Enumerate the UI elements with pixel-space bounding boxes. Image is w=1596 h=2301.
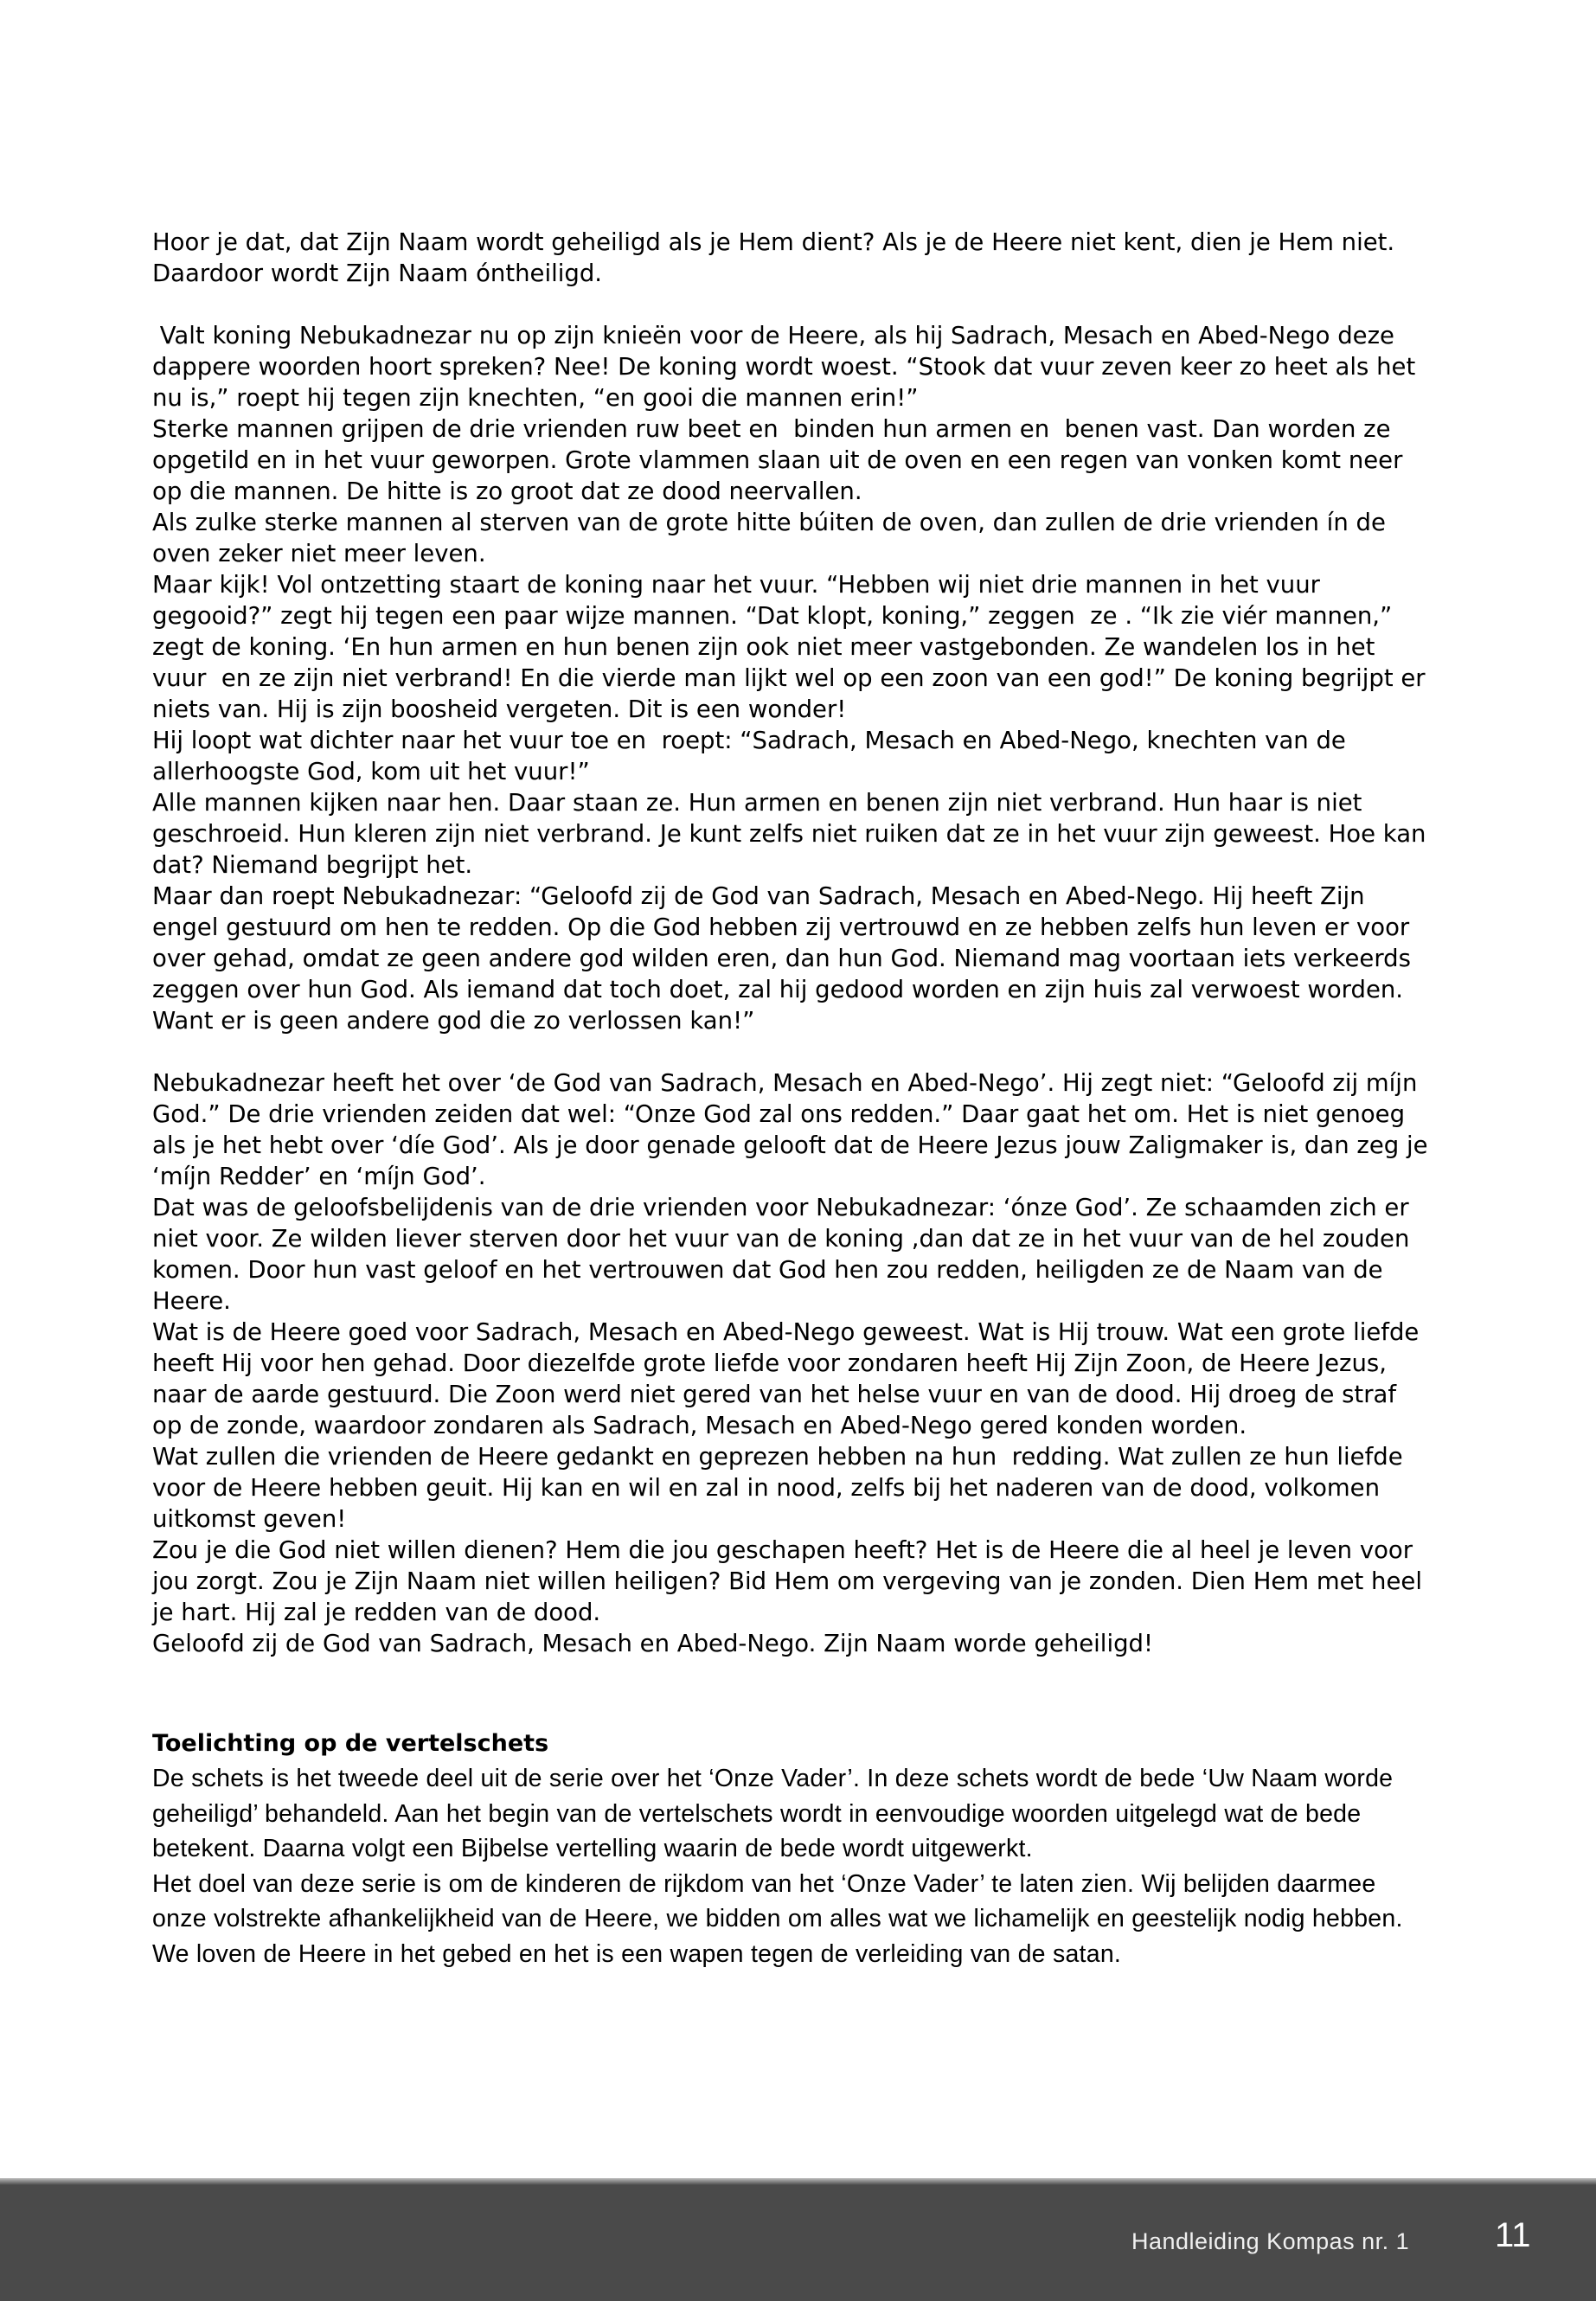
paragraph: Nebukadnezar heeft het over ‘de God van Sadrach, Mesach en Abed-Nego’. Hij zegt niet: “Geloofd zij míjn God.” De drie vrienden zeiden dat wel: “Onze God zal ons redden.” Daar gaat het om. Het is niet genoeg als je het hebt over ‘díe God’. Als je door genade gelooft dat de Heere Jezus jouw Zaligmaker is, dan zeg je ‘míjn Redder’ en ‘míjn God’. <box>152 1069 1436 1190</box>
page-number: 11 <box>1495 2216 1531 2254</box>
paragraph: Het doel van deze serie is om de kinderen de rijkdom van het ‘Onze Vader’ te laten zien. Wij belijden daarmee onze volstrekte afhankelijkheid van de Heere, we bidden om alles wat we lichamelijk en geestelijk nodig hebben. We loven de Heere in het gebed en het is een wapen tegen de verleiding van de satan. <box>152 1869 1403 1968</box>
paragraph: Zou je die God niet willen dienen? Hem die jou geschapen heeft? Het is de Heere die al heel je leven voor jou zorgt. Zou je Zijn Naam niet willen heiligen? Bid Hem om vergeving van je zonden. Dien Hem met heel je hart. Hij zal je redden van de dood. <box>152 1536 1430 1626</box>
footer-title: Handleiding Kompas nr. 1 <box>1131 2228 1410 2254</box>
story-text <box>152 227 1436 1659</box>
paragraph: Hij loopt wat dichter naar het vuur toe en roept: “Sadrach, Mesach en Abed-Nego, knechten van de allerhoogste God, kom uit het vuur!” <box>152 727 1354 785</box>
section-heading: Toelichting op de vertelschets <box>152 1730 549 1757</box>
paragraph: Hoor je dat, dat Zijn Naam wordt geheiligd als je Hem dient? Als je de Heere niet kent, dien je Hem niet. Daardoor wordt Zijn Naam óntheiligd. <box>152 228 1402 287</box>
paragraph: Dat was de geloofsbelijdenis van de drie vrienden voor Nebukadnezar: ‘ónze God’. Ze schaamden zich er niet voor. Ze wilden liever sterven door het vuur van de koning ,dan dat ze in het vuur van de hel zouden komen. Door hun vast geloof en het vertrouwen dat God hen zou redden, heiligden ze de Naam van de Heere. <box>152 1194 1418 1315</box>
footer-bevel <box>0 2178 1596 2185</box>
paragraph: Valt koning Nebukadnezar nu op zijn knieën voor de Heere, als hij Sadrach, Mesach en Abed-Nego deze dappere woorden hoort spreken? Nee! De koning wordt woest. “Stook dat vuur zeven keer zo heet als het nu is,” roept hij tegen zijn knechten, “en gooi die mannen erin!” <box>152 322 1423 412</box>
paragraph-gap <box>152 289 1433 320</box>
paragraph: Wat zullen die vrienden de Heere gedankt en geprezen hebben na hun redding. Wat zullen ze hun liefde voor de Heere hebben geuit. Hij kan en wil en zal in nood, zelfs bij het naderen van de dood, volkomen uitkomst geven! <box>152 1443 1411 1533</box>
explanation-section <box>152 1727 1433 1971</box>
page-footer <box>0 2178 1596 2301</box>
paragraph: Geloofd zij de God van Sadrach, Mesach en Abed-Nego. Zijn Naam worde geheiligd! <box>152 1630 1154 1657</box>
paragraph: De schets is het tweede deel uit de serie over het ‘Onze Vader’. In deze schets wordt de bede ‘Uw Naam worde geheiligd’ behandeld. Aan het begin van de vertelschets wordt in eenvoudige woorden uitgelegd wat de bede betekent. Daarna volgt een Bijbelse vertelling waarin de bede wordt uitgewerkt. <box>152 1765 1394 1862</box>
paragraph: Als zulke sterke mannen al sterven van de grote hitte búiten de oven, dan zullen de drie vrienden ín de oven zeker niet meer leven. <box>152 509 1394 567</box>
paragraph-gap <box>152 1036 1433 1067</box>
paragraph: Sterke mannen grijpen de drie vrienden ruw beet en binden hun armen en benen vast. Dan worden ze opgetild en in het vuur geworpen. Grote vlammen slaan uit de oven en een regen van vonken komt neer op die mannen. De hitte is zo groot dat ze dood neervallen. <box>152 415 1411 505</box>
paragraph: Maar dan roept Nebukadnezar: “Geloofd zij de God van Sadrach, Mesach en Abed-Nego. Hij heeft Zijn engel gestuurd om hen te redden. Op die God hebben zij vertrouwd en ze hebben zelfs hun leven er voor over gehad, omdat ze geen andere god wilden eren, dan hun God. Niemand mag voortaan iets verkeerds zeggen over hun God. Als iemand dat toch doet, zal hij gedood worden en zijn huis zal verwoest worden. Want er is geen andere god die zo verlossen kan!” <box>152 882 1419 1035</box>
paragraph: Wat is de Heere goed voor Sadrach, Mesach en Abed-Nego geweest. Wat is Hij trouw. Wat een grote liefde heeft Hij voor hen gehad. Door diezelfde grote liefde voor zondaren heeft Hij Zijn Zoon, de Heere Jezus, naar de aarde gestuurd. Die Zoon werd niet gered van het helse vuur en van de dood. Hij droeg de straf op de zonde, waardoor zondaren als Sadrach, Mesach en Abed-Nego gered konden worden. <box>152 1318 1427 1439</box>
paragraph: Maar kijk! Vol ontzetting staart de koning naar het vuur. “Hebben wij niet drie mannen in het vuur gegooid?” zegt hij tegen een paar wijze mannen. “Dat klopt, koning,” zeggen ze . “Ik zie viér mannen,” zegt de koning. ‘En hun armen en hun benen zijn ook niet meer vastgebonden. Ze wandelen los in het vuur en ze zijn niet verbrand! En die vierde man lijkt wel op een zoon van een god!” De koning begrijpt er niets van. Hij is zijn boosheid vergeten. Dit is een wonder! <box>152 571 1433 723</box>
paragraph: Alle mannen kijken naar hen. Daar staan ze. Hun armen en benen zijn niet verbrand. Hun haar is niet geschroeid. Hun kleren zijn niet verbrand. Je kunt zelfs niet ruiken dat ze in het vuur zijn geweest. Hoe kan dat? Niemand begrijpt het. <box>152 789 1434 879</box>
